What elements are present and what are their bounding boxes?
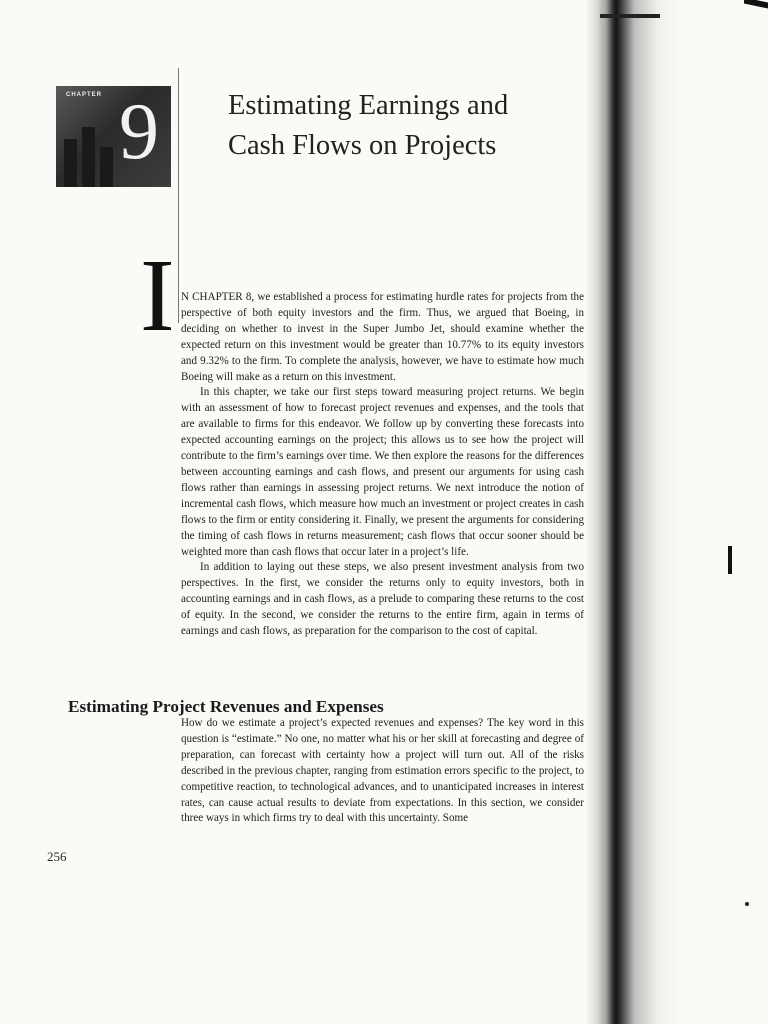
scan-gutter-shadow bbox=[585, 0, 680, 1024]
drop-cap: I bbox=[140, 238, 175, 353]
chapter-title-line: Cash Flows on Projects bbox=[228, 130, 497, 161]
chapter-badge-bar bbox=[82, 127, 95, 187]
section-text bbox=[181, 716, 584, 827]
scan-corner-mark bbox=[744, 0, 768, 9]
chapter-badge-bar bbox=[64, 139, 77, 187]
chapter-vertical-rule bbox=[178, 68, 179, 323]
chapter-badge-bar bbox=[100, 147, 113, 187]
chapter-title-line: Estimating Earnings and bbox=[228, 90, 509, 121]
section-paragraph: How do we estimate a project’s expected revenues and expenses? The key word in this question is “estimate.” No one, no matter what his or her skill at forecasting and degree of preparation, can forecast with certainty how a project will turn out. All of the risks described in the previous chapter, ranging from estimation errors specific to the project, to competitive reaction, to technological advances, and to unanticipated increases in interest rates, can cause actual results to deviate from expectations. In this section, we consider three ways in which firms try to deal with this uncertainty. Some bbox=[181, 717, 584, 825]
scan-dot-mark bbox=[745, 902, 749, 906]
chapter-title bbox=[228, 86, 578, 166]
scan-side-mark bbox=[728, 546, 732, 574]
intro-text bbox=[181, 290, 584, 640]
intro-paragraph: In this chapter, we take our first steps toward measuring project returns. We begin with an assessment of how to forecast project revenues and expenses, and the tools that are available to firms for this endeavor. We follow up by converting these forecasts into expected accounting earnings on the project; this allows us to see how the project will contribute to the firm’s earnings over time. We then explore the reasons for the differences between accounting earnings and cash flows, and present our arguments for using cash flows rather than earnings in assessing project returns. We next introduce the notion of incremental cash flows, which measure how much an investment or project creates in cash flows to the firm or entity considering it. Finally, we present the arguments for considering the timing of cash flows in returns measurement; cash flows that occur sooner should be weighted more than cash flows that occur later in a project’s life. bbox=[181, 386, 584, 558]
chapter-label: CHAPTER bbox=[66, 92, 103, 98]
section-heading: Estimating Project Revenues and Expenses bbox=[68, 697, 384, 716]
intro-paragraph: In addition to laying out these steps, we also present investment analysis from two perspectives. In the first, we consider the returns only to equity investors, both in accounting earnings and in cash flows, as a prelude to comparing these returns to the cost of equity. In the second, we consider the returns to the entire firm, again in terms of earnings and cash flows, as preparation for the comparison to the cost of capital. bbox=[181, 561, 584, 638]
chapter-badge bbox=[56, 86, 171, 187]
intro-paragraph: N CHAPTER 8, we established a process for estimating hurdle rates for projects from the perspective of both equity investors and the firm. Thus, we argued that Boeing, in deciding on whether to invest in the Super Jumbo Jet, should examine whether the expected return on this investment would be greater than 10.77% to its equity investors and 9.32% to the firm. To complete the analysis, however, we have to estimate how much Boeing will make as a return on this investment. bbox=[181, 291, 584, 383]
scan-gutter-rule bbox=[600, 14, 660, 18]
chapter-number: 9 bbox=[119, 88, 159, 176]
page-number: 256 bbox=[47, 849, 67, 864]
